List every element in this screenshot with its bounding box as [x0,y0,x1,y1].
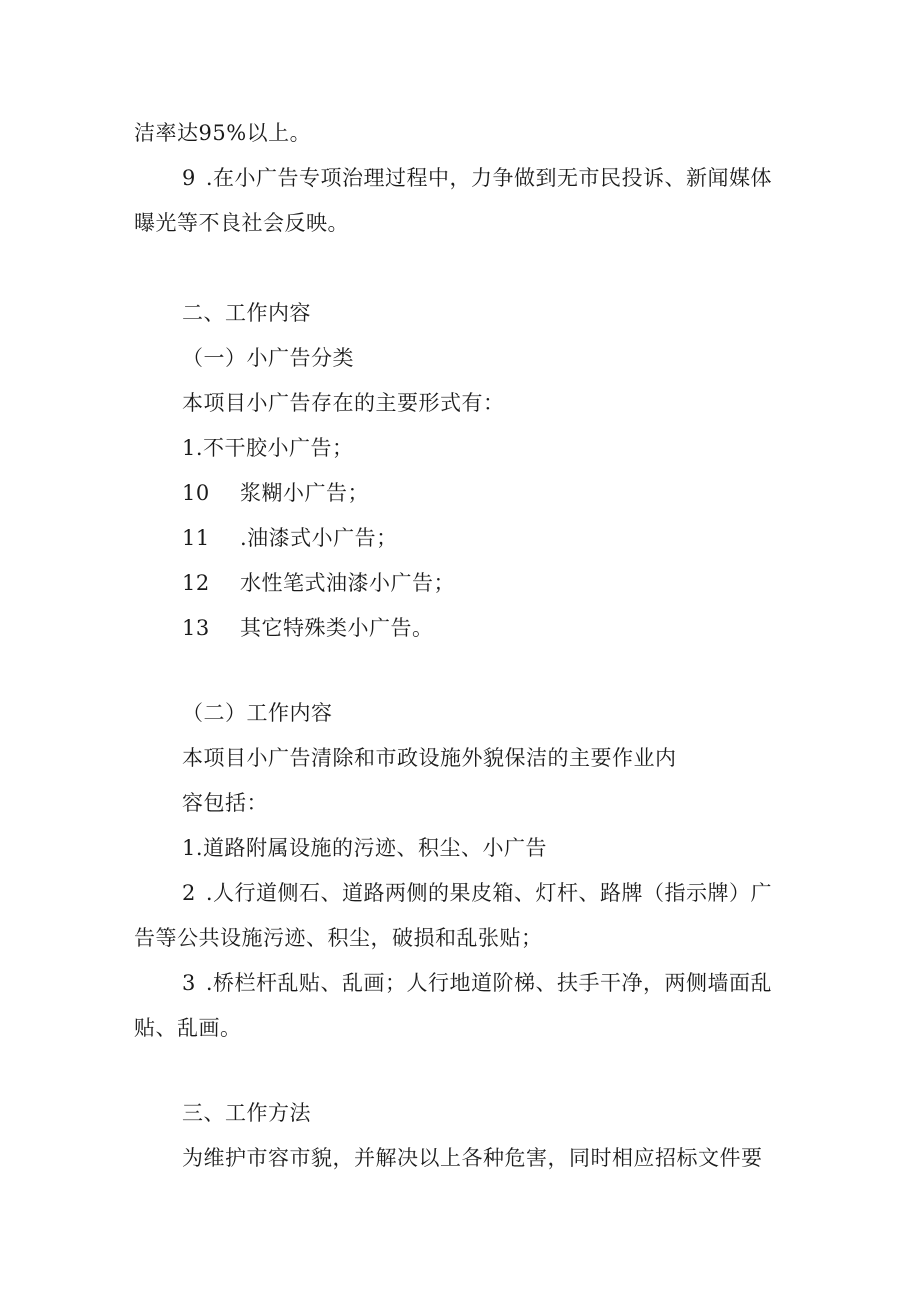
list-item-text: .桥栏杆乱贴、乱画；人行地道阶梯、扶手干净，两侧墙面乱 [205,971,773,995]
list-item-text: .油漆式小广告； [240,526,398,550]
list-item-text: .在小广告专项治理过程中，力争做到无市民投诉、新闻媒体 [205,166,773,190]
list-item-2-continuation: 告等公共设施污迹、积尘，破损和乱张贴； [134,926,543,950]
subsection-intro: 本项目小广告存在的主要形式有： [182,391,505,415]
list-item-2 [182,878,772,908]
list-number: 9 [182,166,196,190]
list-item [182,568,455,598]
paragraph-continuation: 洁率达95%以上。 [134,121,312,145]
subsection-heading-2: （二）工作内容 [182,701,333,725]
list-item-9 [182,163,772,193]
list-number: 10 [182,481,210,505]
subsection-intro: 本项目小广告清除和市政设施外貌保洁的主要作业内 [182,746,677,770]
list-number: 2 [182,881,196,905]
list-number: 12 [182,571,210,595]
list-item-text: 其它特殊类小广告。 [240,616,434,640]
list-item: 1.不干胶小广告； [182,436,354,460]
list-item-3 [182,968,772,998]
subsection-intro-continuation: 容包括： [182,791,268,815]
list-number: 11 [182,526,210,550]
list-item-text: 浆糊小广告； [240,481,369,505]
subsection-heading-1: （一）小广告分类 [182,346,354,370]
list-item-text: .人行道侧石、道路两侧的果皮箱、灯杆、路牌（指示牌）广 [205,881,773,905]
section-heading-3: 三、工作方法 [182,1101,311,1125]
list-item-3-continuation: 贴、乱画。 [134,1016,242,1040]
paragraph: 为维护市容市貌，并解决以上各种危害，同时相应招标文件要 [182,1146,763,1170]
list-item [182,613,434,643]
list-item-1: 1.道路附属设施的污迹、积尘、小广告 [182,836,548,860]
list-item-text: 水性笔式油漆小广告； [240,571,455,595]
list-item-9-continuation: 曝光等不良社会反映。 [134,211,349,235]
list-number: 13 [182,616,210,640]
list-item [182,478,369,508]
section-heading-2: 二、工作内容 [182,301,311,325]
list-item [182,523,398,553]
list-number: 3 [182,971,196,995]
